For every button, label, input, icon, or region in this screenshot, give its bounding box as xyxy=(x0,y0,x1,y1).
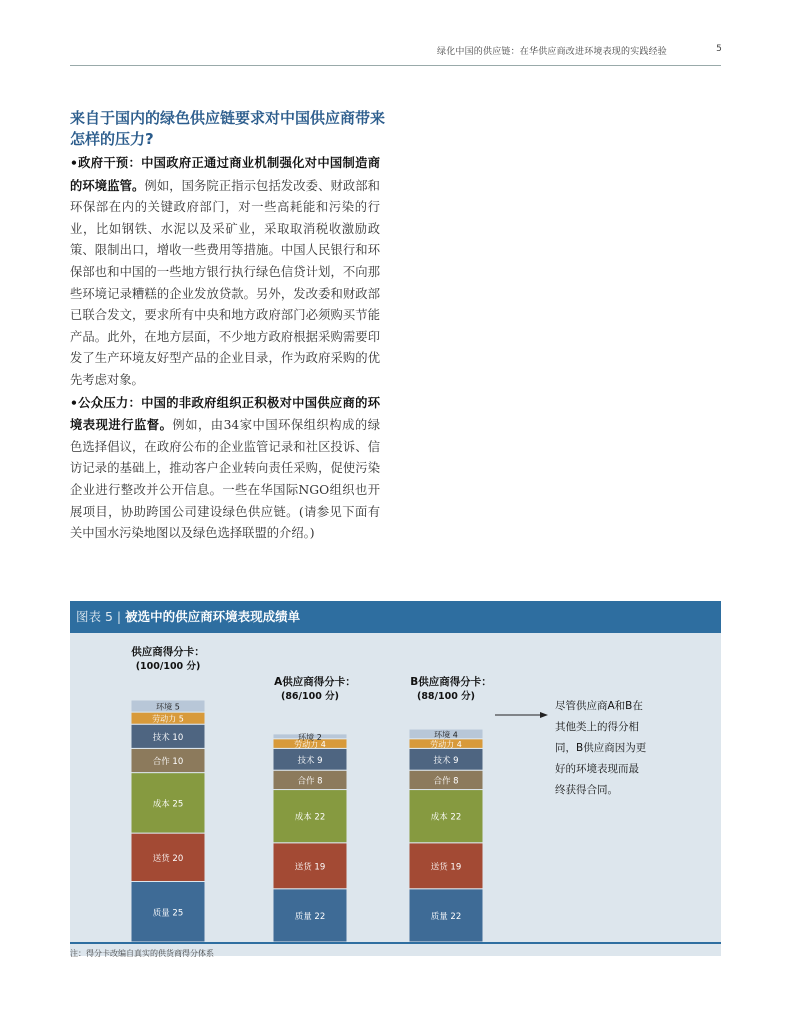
paragraph-government xyxy=(70,152,380,392)
segment-label: 质量 22 xyxy=(430,911,462,922)
scorecard-title: A供应商得分卡： xyxy=(274,676,356,688)
paragraph-text: 例如，国务院正指示包括发改委、财政部和环保部在内的关键政府部门，对一些高耗能和污染的行业，比如钢铁、水泥以及采矿业，采取取消税收激励政策、限制出口，增收一些费用等措施。中国人民银行和环保部也和中国的一些地方银行执行绿色信贷计划，不向那些环境记录糟糕的企业发放贷款。另外，发改委和财政部已联合发文，要求所有中央和地方政府部门必须购买节能产品。此外，在地方层面，不少地方政府根据采购需要印发了生产环境友好型产品的企业目录，作为政府采购的优先考虑对象。 xyxy=(70,178,380,387)
segment-label: 成本 22 xyxy=(294,812,326,823)
segment-label: 技术 9 xyxy=(297,755,323,766)
running-title: 绿化中国的供应链：在华供应商改进环境表现的实践经验 xyxy=(437,47,668,57)
segment-label: 劳动力 5 xyxy=(152,714,184,724)
section-title: 来自于国内的绿色供应链要求对中国供应商带来怎样的压力? xyxy=(70,109,386,148)
segment-label: 环境 2 xyxy=(298,732,322,742)
paragraph-lead: •公众压力：中国的非政府组织正积极对中国供应商的环境表现进行监督。 xyxy=(70,394,380,433)
page-number: 5 xyxy=(716,44,722,54)
exhibit-number: 图表 5 | xyxy=(76,609,122,624)
paragraph-lead: •政府干预：中国政府正通过商业机制强化对中国制造商的环境监管。 xyxy=(70,155,380,193)
callout-text: 尽管供应商A和B在 xyxy=(555,700,643,712)
segment-label: 合作 8 xyxy=(297,776,323,787)
segment-label: 技术 9 xyxy=(433,755,459,766)
exhibit-note: 注：得分卡改编自真实的供货商得分体系 xyxy=(70,949,214,958)
segment-label: 劳动力 4 xyxy=(430,740,462,750)
callout-text: 其他类上的得分相 xyxy=(555,721,639,733)
paragraph-text: 例如，由34家中国环保组织构成的绿色选择倡议，在政府公布的企业监管记录和社区投诉、信访记录的基础上，推动客户企业转向责任采购，促使污染企业进行整改并公开信息。一些在华国际NGO组织也开展项目，协助跨国公司建设绿色供应链。(请参见下面有关中国水污染地图以及绿色选择联盟的介绍。) xyxy=(70,418,380,541)
header-divider xyxy=(70,65,721,66)
exhibit-panel xyxy=(70,601,721,956)
exhibit-bottom-rule xyxy=(70,942,721,944)
callout-text: 同，B供应商因为更 xyxy=(555,742,647,754)
segment-label: 质量 22 xyxy=(294,911,326,922)
section-body xyxy=(70,152,380,545)
scorecard-total: (86/100 分) xyxy=(280,691,340,702)
segment-label: 成本 22 xyxy=(430,812,462,823)
segment-label: 环境 4 xyxy=(434,730,458,740)
scorecard-total: (100/100 分) xyxy=(135,661,201,672)
callout-text: 终获得合同。 xyxy=(555,784,618,796)
callout-text: 好的环境表现而最 xyxy=(555,763,639,775)
segment-label: 成本 25 xyxy=(152,799,184,810)
exhibit-title: 被选中的供应商环境表现成绩单 xyxy=(125,609,301,624)
scorecard-title: B供应商得分卡： xyxy=(410,676,492,688)
segment-label: 合作 8 xyxy=(433,776,459,787)
segment-label: 送货 19 xyxy=(294,862,326,873)
paragraph-public xyxy=(70,392,380,545)
scorecard-title: 供应商得分卡： xyxy=(131,646,205,658)
segment-label: 合作 10 xyxy=(152,757,184,767)
segment-label: 环境 5 xyxy=(156,702,180,712)
segment-label: 质量 25 xyxy=(152,908,184,919)
segment-label: 劳动力 4 xyxy=(294,740,326,750)
callout-arrow-head xyxy=(540,712,548,718)
exhibit-title-bar xyxy=(70,601,721,633)
segment-label: 送货 20 xyxy=(152,853,184,864)
segment-label: 技术 10 xyxy=(152,732,184,743)
scorecard-chart xyxy=(70,633,721,942)
segment-label: 送货 19 xyxy=(430,862,462,873)
running-header xyxy=(437,44,722,57)
scorecard-total: (88/100 分) xyxy=(416,691,476,702)
